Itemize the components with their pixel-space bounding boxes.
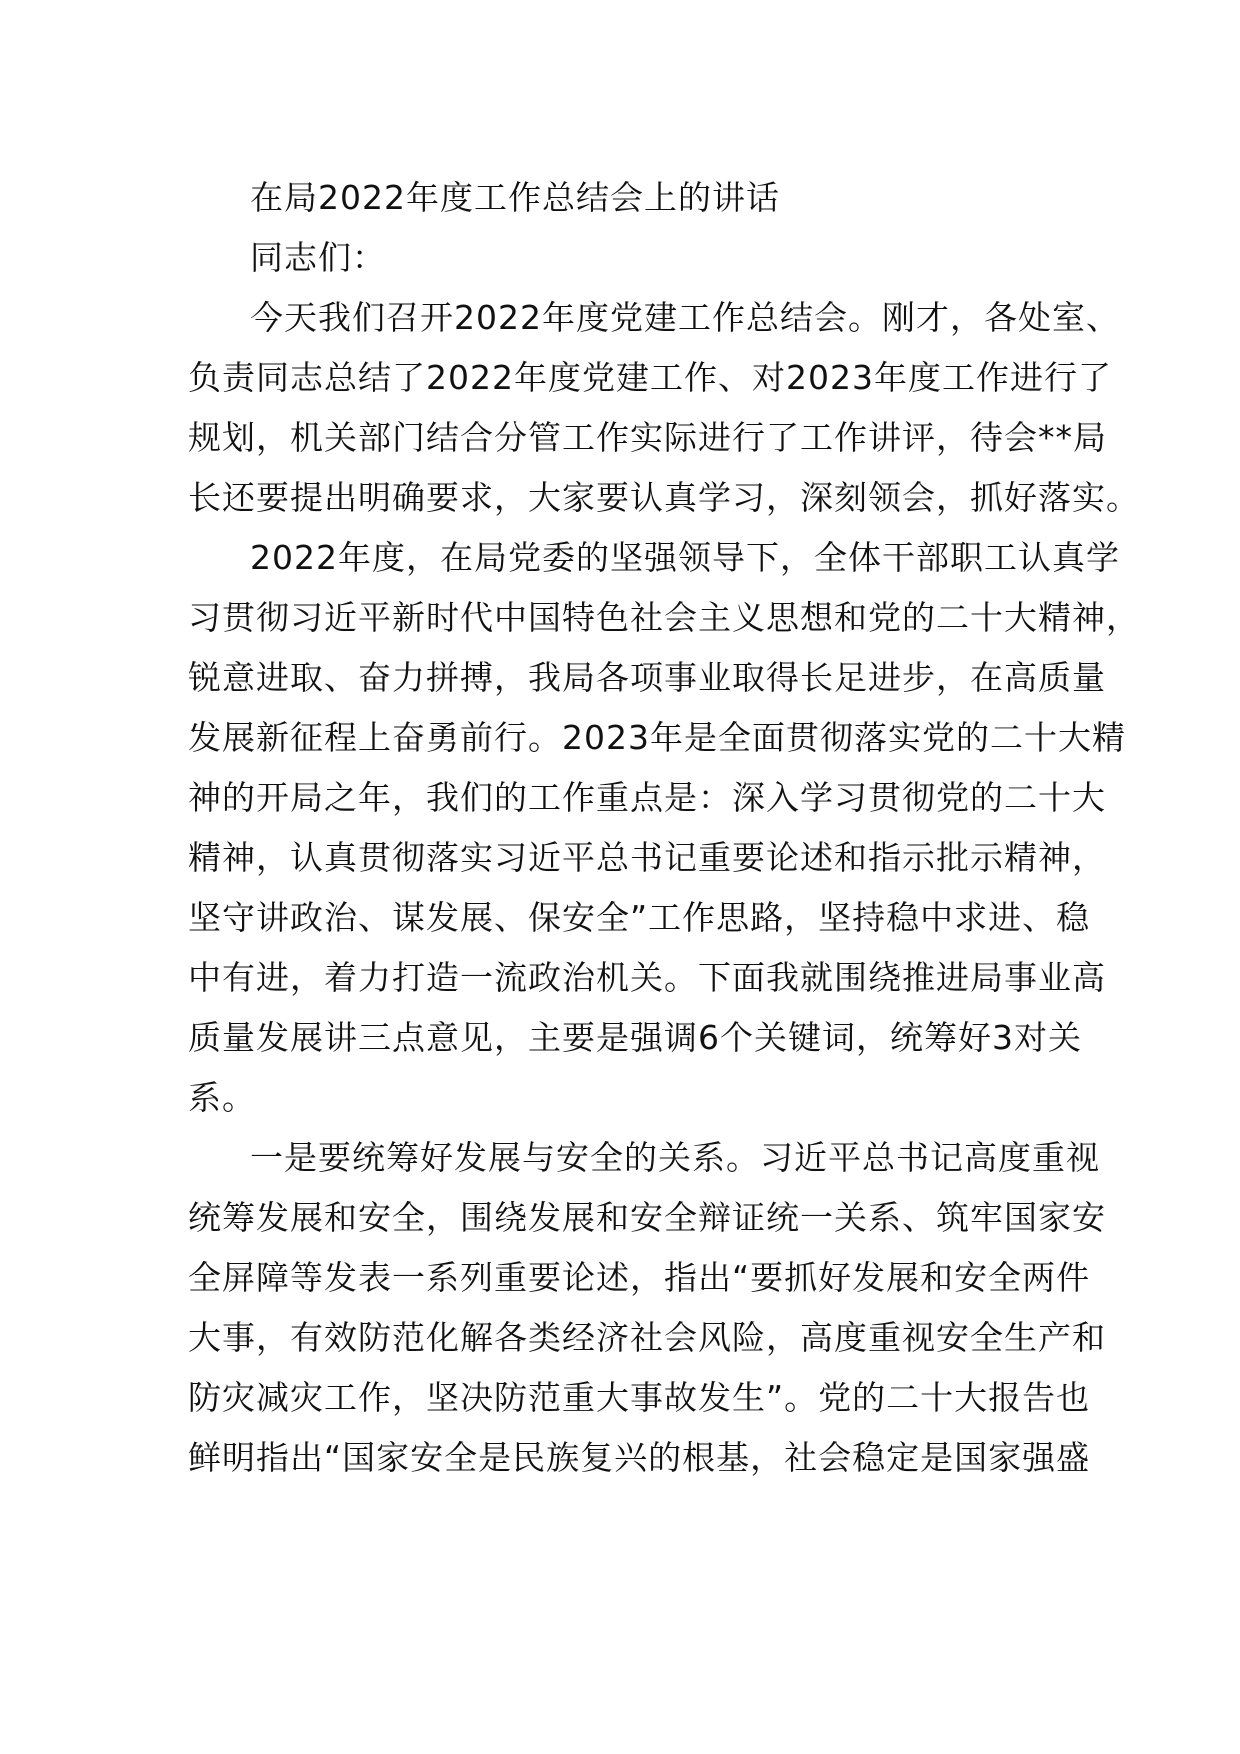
paragraph-line: 发展新征程上奋勇前行。2023年是全面贯彻落实党的二十大精 xyxy=(188,718,1126,757)
paragraph-line: 坚守讲政治、谋发展、保安全”工作思路，坚持稳中求进、稳 xyxy=(188,898,1091,937)
paragraph-line: 中有进，着力打造一流政治机关。下面我就围绕推进局事业高 xyxy=(188,958,1106,997)
paragraph-line: 全屏障等发表一系列重要论述，指出“要抓好发展和安全两件 xyxy=(188,1258,1091,1297)
paragraph-line: 长还要提出明确要求，大家要认真学习，深刻领会，抓好落实。 xyxy=(188,478,1140,517)
paragraph-line: 今天我们召开2022年度党建工作总结会。刚才，各处室、 xyxy=(250,298,1120,337)
paragraph-line: 规划，机关部门结合分管工作实际进行了工作讲评，待会**局 xyxy=(188,418,1107,457)
salutation: 同志们： xyxy=(250,238,386,277)
paragraph-line: 负责同志总结了2022年度党建工作、对2023年度工作进行了 xyxy=(188,358,1112,397)
paragraph-line: 神的开局之年，我们的工作重点是：深入学习贯彻党的二十大 xyxy=(188,778,1106,817)
paragraph-line: 2022年度，在局党委的坚强领导下，全体干部职工认真学 xyxy=(250,538,1120,577)
paragraph-line: 防灾减灾工作，坚决防范重大事故发生”。党的二十大报告也 xyxy=(188,1378,1091,1417)
paragraph-line: 一是要统筹好发展与安全的关系。习近平总书记高度重视 xyxy=(250,1138,1100,1177)
paragraph-line: 质量发展讲三点意见，主要是强调6个关键词，统筹好3对关 xyxy=(188,1018,1082,1057)
paragraph-line: 大事，有效防范化解各类经济社会风险，高度重视安全生产和 xyxy=(188,1318,1106,1357)
document-title: 在局2022年度工作总结会上的讲话 xyxy=(250,178,780,217)
paragraph-line: 锐意进取、奋力拼搏，我局各项事业取得长足进步，在高质量 xyxy=(188,658,1106,697)
paragraph-line: 习贯彻习近平新时代中国特色社会主义思想和党的二十大精神， xyxy=(188,598,1140,637)
paragraph-line: 系。 xyxy=(188,1078,256,1117)
paragraph-line: 统筹发展和安全，围绕发展和安全辩证统一关系、筑牢国家安 xyxy=(188,1198,1106,1237)
paragraph-line: 精神，认真贯彻落实习近平总书记重要论述和指示批示精神， xyxy=(188,838,1106,877)
paragraph-line: 鲜明指出“国家安全是民族复兴的根基，社会稳定是国家强盛 xyxy=(188,1438,1091,1477)
